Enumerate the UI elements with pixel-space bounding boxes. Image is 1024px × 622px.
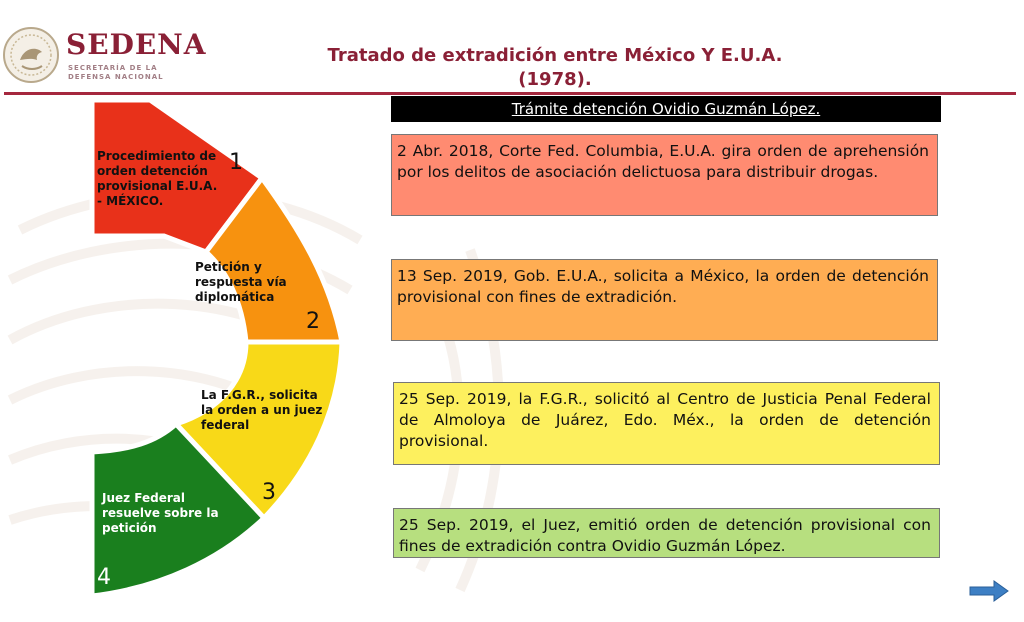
step-2-number: 2 — [306, 309, 320, 334]
event-card-2: 13 Sep. 2019, Gob. E.U.A., solicita a México, la orden de detención provisional con fines de extradición. — [391, 259, 938, 341]
page-title-line1: Tratado de extradición entre México Y E.U.A. — [327, 45, 783, 66]
step-4-number: 4 — [97, 565, 111, 590]
page-title-line2: (1978). — [518, 69, 592, 90]
brand-subtitle-line2: DEFENSA NACIONAL — [68, 73, 164, 81]
step-4-label: Juez Federal resuelve sobre la petición — [102, 491, 219, 535]
procedure-banner — [391, 96, 941, 122]
step-3-number: 3 — [262, 480, 276, 505]
procedure-banner-text: Trámite detención Ovidio Guzmán López. — [511, 100, 821, 118]
event-card-3: 25 Sep. 2019, la F.G.R., solicitó al Centro de Justicia Penal Federal de Almoloya de Juárez, Edo. Méx., la orden de detención provisional. — [393, 382, 940, 465]
step-1-label: Procedimiento de orden detención provisional E.U.A. - MÉXICO. — [97, 149, 218, 208]
brand-name: SEDENA — [66, 28, 207, 61]
step-1-number: 1 — [229, 150, 243, 175]
step-2-label: Petición y respuesta vía diplomática — [195, 260, 287, 304]
event-card-1: 2 Abr. 2018, Corte Fed. Columbia, E.U.A. gira orden de aprehensión por los delitos de asociación delictuosa para distribuir drogas. — [391, 134, 938, 216]
step-3-label: La F.G.R., solicita la orden a un juez federal — [201, 388, 323, 432]
brand-subtitle-line1: SECRETARÍA DE LA — [68, 64, 158, 72]
event-card-4: 25 Sep. 2019, el Juez, emitió orden de detención provisional con fines de extradición contra Ovidio Guzmán López. — [393, 508, 940, 558]
arrow-right-icon[interactable] — [968, 579, 1010, 603]
